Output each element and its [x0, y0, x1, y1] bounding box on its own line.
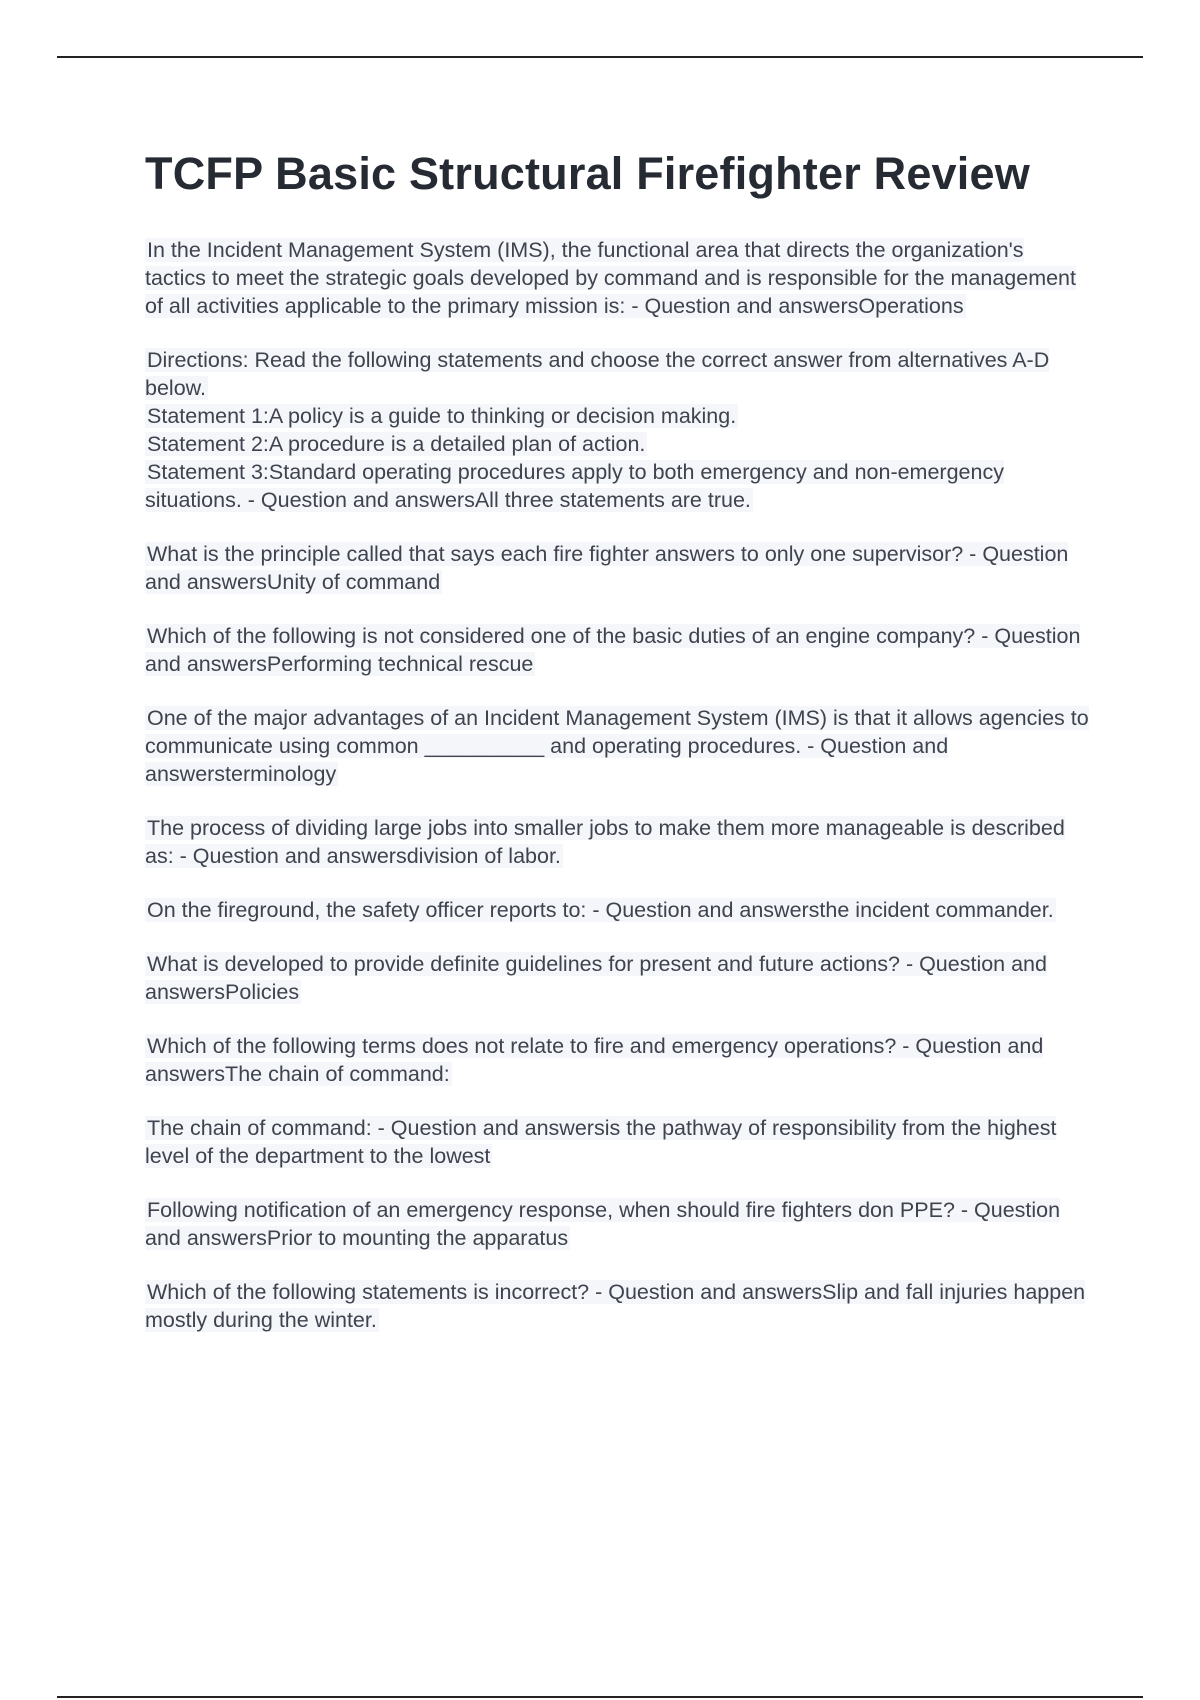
qa-item	[145, 1278, 1090, 1334]
qa-line: Statement 2:A procedure is a detailed plan of action.	[147, 432, 646, 456]
document-body	[145, 140, 1090, 1360]
qa-line: Statement 1:A policy is a guide to thinking or decision making.	[147, 404, 737, 428]
qa-item	[145, 814, 1090, 870]
top-divider	[57, 56, 1143, 58]
qa-item	[145, 236, 1090, 320]
qa-text: Which of the following is not considered one of the basic duties of an engine company? - Question and answersPerforming technical rescue	[145, 624, 1081, 676]
qa-item	[145, 540, 1090, 596]
qa-text: The chain of command: - Question and answersis the pathway of responsibility from the highest level of the department to the lowest	[145, 1116, 1057, 1168]
bottom-divider	[57, 1696, 1143, 1698]
page-title: TCFP Basic Structural Firefighter Review	[145, 148, 1030, 199]
qa-text: Which of the following statements is incorrect? - Question and answersSlip and fall injuries happen mostly during the winter.	[145, 1280, 1086, 1332]
qa-text: One of the major advantages of an Incident Management System (IMS) is that it allows agencies to communicate using common __________ and operating procedures. - Question and answersterminology	[145, 706, 1089, 786]
qa-text: On the fireground, the safety officer reports to: - Question and answersthe incident commander.	[147, 898, 1054, 922]
qa-text: What is the principle called that says each fire fighter answers to only one supervisor? - Question and answersUnity of command	[145, 542, 1069, 594]
qa-text: What is developed to provide definite guidelines for present and future actions? - Question and answersPolicies	[145, 952, 1047, 1004]
qa-item	[145, 622, 1090, 678]
qa-text: The process of dividing large jobs into smaller jobs to make them more manageable is described as: - Question and answersdivision of labor.	[145, 816, 1065, 868]
qa-item	[145, 896, 1090, 924]
qa-item	[145, 704, 1090, 788]
qa-item	[145, 950, 1090, 1006]
qa-item	[145, 1032, 1090, 1088]
qa-text: Following notification of an emergency response, when should fire fighters don PPE? - Question and answersPrior to mounting the apparatus	[145, 1198, 1061, 1250]
qa-item	[145, 1196, 1090, 1252]
qa-line: Directions: Read the following statements and choose the correct answer from alternatives A-D below.	[145, 348, 1050, 400]
qa-text: In the Incident Management System (IMS), the functional area that directs the organization's tactics to meet the strategic goals developed by command and is responsible for the management of all activities applicable to the primary mission is: - Question and answersOperations	[145, 238, 1076, 318]
qa-text: Which of the following terms does not relate to fire and emergency operations? - Question and answersThe chain of command:	[145, 1034, 1044, 1086]
qa-item-directions	[145, 346, 1090, 514]
qa-line: Statement 3:Standard operating procedures apply to both emergency and non-emergency situations. - Question and answersAll three statements are true.	[145, 460, 1004, 512]
qa-item	[145, 1114, 1090, 1170]
